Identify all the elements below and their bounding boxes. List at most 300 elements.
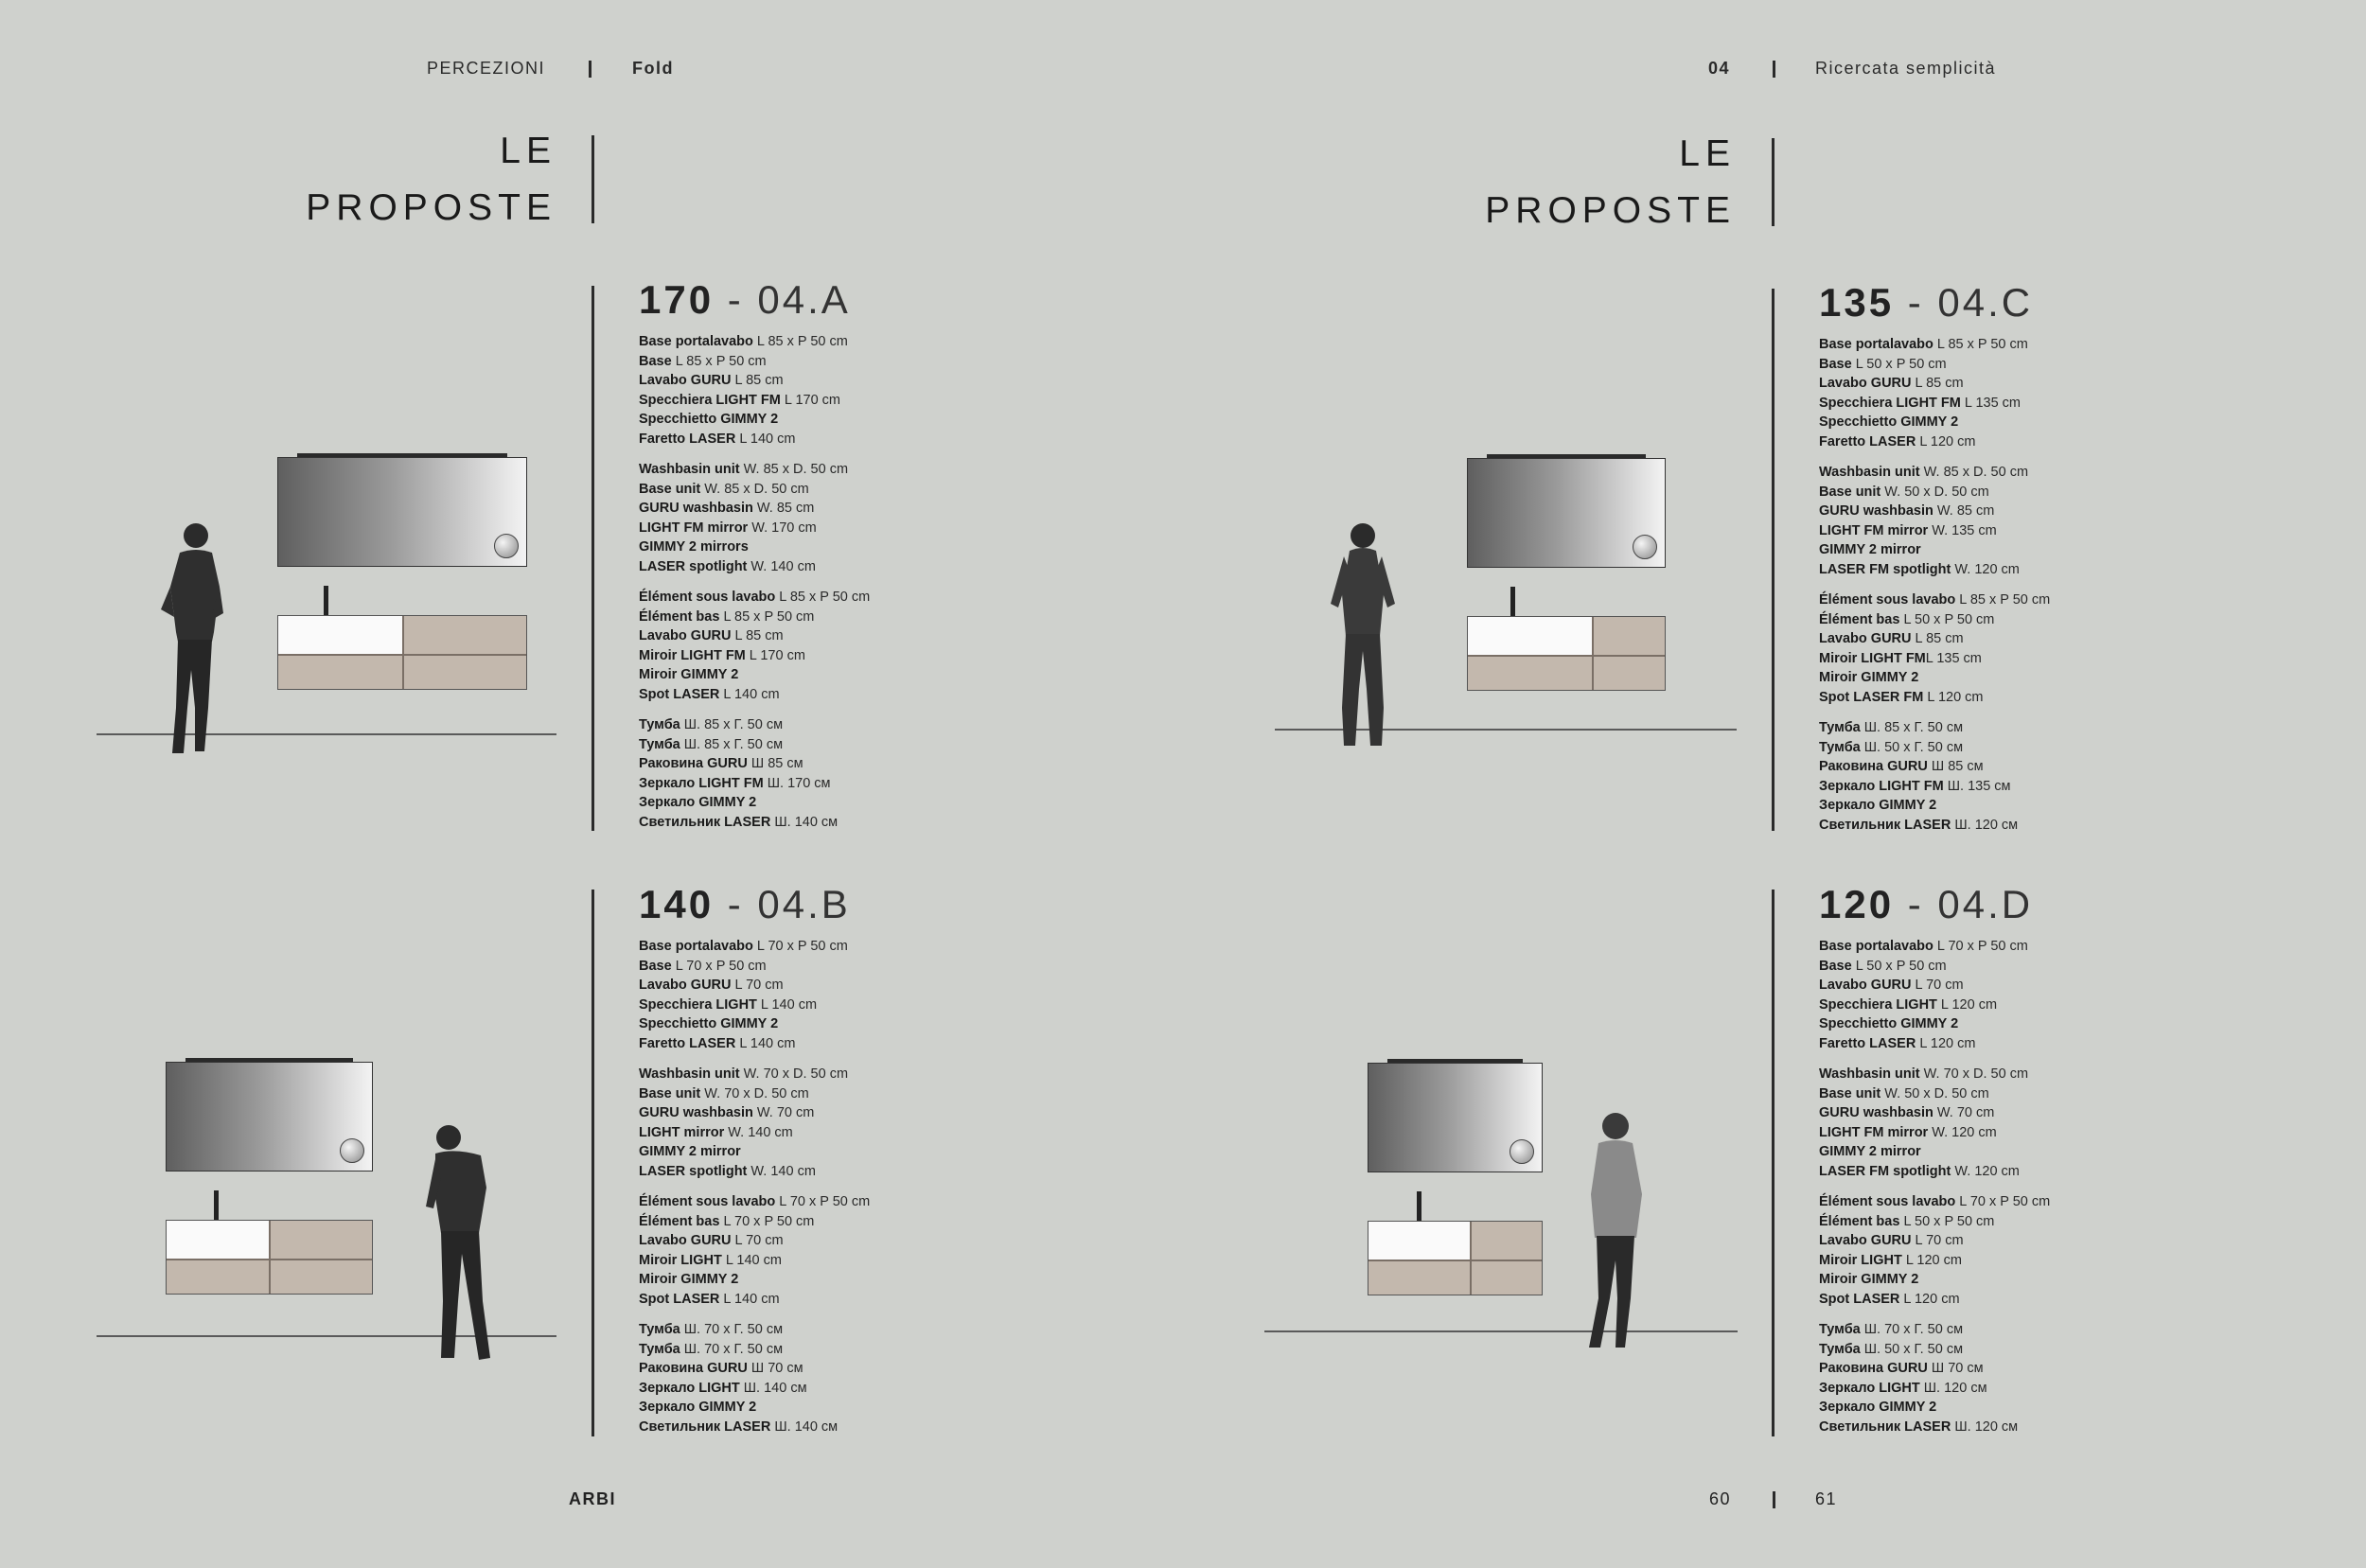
spec-line: [639, 937, 870, 957]
spec-line: [639, 410, 870, 430]
spec-item-name: Miroir LIGHT: [1819, 1252, 1902, 1268]
composition-width: 135: [1819, 280, 1895, 325]
composition-04d: [1819, 882, 2050, 1448]
round-mirror-illustration: [1510, 1139, 1534, 1164]
spec-list: [1819, 335, 2050, 835]
spec-item-dimensions: W. 70 x D. 50 cm: [1919, 1066, 2029, 1082]
spec-item-name: Base: [1819, 958, 1852, 974]
spec-item-dimensions: L 70 cm: [1911, 1233, 1964, 1248]
spotlight-bar: [1387, 1059, 1523, 1063]
spec-line: [1819, 463, 2050, 483]
page-title-line2: PROPOSTE: [1485, 190, 1736, 231]
round-mirror-illustration: [494, 534, 519, 558]
spec-line: [1819, 335, 2050, 355]
page-title-line1: LE: [1679, 133, 1736, 174]
spec-item-name: LASER FM spotlight: [1819, 561, 1951, 577]
spec-item-dimensions: W. 170 cm: [748, 520, 817, 536]
spec-item-name: LIGHT mirror: [639, 1124, 725, 1140]
spec-line: [639, 1340, 870, 1360]
spec-item-dimensions: Ш. 50 x Г. 50 см: [1860, 739, 1964, 755]
spec-line: [639, 735, 870, 755]
spec-item-name: Зеркало GIMMY 2: [1819, 798, 1937, 813]
composition-heading: [639, 277, 870, 323]
spec-line: [639, 499, 870, 519]
spec-item-name: Miroir GIMMY 2: [1819, 670, 1919, 685]
spec-item-dimensions: L 70 x P 50 cm: [671, 958, 767, 974]
spec-line: [639, 1379, 870, 1399]
spec-item-name: Miroir LIGHT FM: [1819, 650, 1926, 666]
spec-line: [639, 1123, 870, 1143]
spec-line: [1819, 521, 2050, 541]
spec-line: [1819, 394, 2050, 414]
spec-item-name: Base: [1819, 356, 1852, 372]
spec-line: [1819, 1142, 2050, 1162]
spec-item-name: GURU washbasin: [639, 1105, 753, 1120]
spec-item-dimensions: W. 85 cm: [752, 501, 815, 516]
spec-line: [639, 1162, 870, 1182]
spec-line: [639, 774, 870, 794]
spec-language-group: [1819, 718, 2050, 835]
spec-item-dimensions: Ш. 170 см: [763, 775, 831, 791]
spec-item-name: Base unit: [1819, 484, 1881, 500]
spec-item-name: Зеркало GIMMY 2: [639, 1400, 757, 1415]
spec-item-dimensions: L 135 cm: [1960, 395, 2022, 411]
spec-line: [1819, 1379, 2050, 1399]
spec-item-name: Base: [639, 958, 672, 974]
spec-line: [1819, 374, 2050, 394]
spec-line: [639, 1014, 870, 1034]
spec-item-dimensions: Ш. 70 x Г. 50 см: [680, 1322, 784, 1337]
spec-line: [639, 391, 870, 411]
spec-line: [1819, 1340, 2050, 1360]
spec-item-dimensions: L 85 cm: [731, 373, 784, 388]
spec-item-name: Lavabo GURU: [639, 1233, 732, 1248]
spec-language-group: [1819, 1065, 2050, 1181]
spec-item-dimensions: W. 120 cm: [1928, 1124, 1997, 1140]
spec-item-name: Lavabo GURU: [639, 373, 732, 388]
spec-line: [1819, 1212, 2050, 1232]
spec-item-name: Spot LASER: [1819, 1291, 1900, 1307]
spec-item-name: Base portalavabo: [639, 334, 753, 349]
spec-item-dimensions: Ш. 135 см: [1943, 778, 2011, 794]
spec-line: [639, 332, 870, 352]
washbasin-illustration: [1468, 617, 1593, 656]
spec-item-dimensions: Ш. 120 см: [1951, 1418, 2019, 1435]
spec-language-group: [1819, 937, 2050, 1053]
spec-line: [1819, 777, 2050, 797]
spec-line: [1819, 502, 2050, 521]
spec-item-name: Élément sous lavabo: [1819, 592, 1956, 608]
page-title-line1: LE: [500, 131, 556, 171]
spec-item-dimensions: Ш. 120 см: [1919, 1380, 1987, 1396]
spec-item-name: LIGHT FM mirror: [639, 520, 749, 536]
spec-line: [1819, 957, 2050, 977]
spec-line: [1819, 1231, 2050, 1251]
spec-item-dimensions: L 170 cm: [745, 647, 805, 663]
spec-line: [1819, 1192, 2050, 1212]
spec-item-name: Faretto LASER: [639, 431, 736, 447]
spec-line: [1819, 432, 2050, 452]
spec-bar-04d: [1772, 890, 1774, 1436]
spec-item-name: Élément sous lavabo: [639, 1194, 776, 1209]
spec-item-name: LIGHT FM mirror: [1819, 1124, 1929, 1140]
spec-item-dimensions: L 50 x P 50 cm: [1899, 1213, 1995, 1229]
composition-heading: [639, 882, 870, 927]
standing-woman-illustration: [1315, 519, 1410, 755]
spec-item-name: Specchiera LIGHT: [639, 996, 757, 1013]
spec-item-name: Miroir GIMMY 2: [1819, 1272, 1919, 1287]
spec-item-name: Specchiera LIGHT FM: [1819, 395, 1961, 411]
spec-item-dimensions: Ш. 85 x Г. 50 см: [680, 717, 784, 732]
spec-item-name: Светильник LASER: [1819, 817, 1951, 833]
spec-line: [639, 646, 870, 666]
faucet-illustration: [214, 1190, 219, 1221]
spec-item-name: Base unit: [639, 1085, 701, 1101]
spec-line: [639, 1270, 870, 1290]
spec-line: [639, 588, 870, 608]
spec-item-dimensions: L 140 cm: [735, 1035, 796, 1051]
spec-line: [639, 957, 870, 977]
spec-language-group: [639, 937, 870, 1053]
spec-item-name: Раковина GURU: [1819, 1361, 1928, 1376]
spec-language-group: [1819, 590, 2050, 707]
spec-line: [1819, 413, 2050, 432]
spec-line: [1819, 649, 2050, 669]
spec-item-dimensions: Ш. 85 x Г. 50 см: [680, 736, 784, 752]
spec-item-dimensions: L 70 cm: [731, 1233, 784, 1248]
footer-page-right: 61: [1815, 1489, 1838, 1508]
spec-item-dimensions: Ш. 50 x Г. 50 см: [1860, 1341, 1964, 1357]
spec-line: [1819, 738, 2050, 758]
standing-man-illustration: [416, 1121, 511, 1367]
spec-line: [639, 480, 870, 500]
spec-item-name: Specchietto GIMMY 2: [1819, 1016, 1959, 1031]
spec-item-name: Lavabo GURU: [1819, 1233, 1912, 1248]
spec-item-name: Base unit: [1819, 1085, 1881, 1101]
spec-item-dimensions: W. 70 x D. 50 cm: [700, 1085, 809, 1101]
page-title-right: [1452, 126, 1736, 239]
spec-line: [1819, 796, 2050, 816]
spec-item-dimensions: W. 140 cm: [724, 1124, 793, 1140]
spec-item-dimensions: L 120 cm: [1901, 1252, 1962, 1268]
spec-item-dimensions: Ш. 70 x Г. 50 см: [680, 1341, 784, 1357]
cabinet-illustration: [1467, 616, 1666, 691]
spec-line: [639, 430, 870, 449]
spec-item-dimensions: W. 140 cm: [747, 558, 816, 574]
spec-item-name: Base unit: [639, 481, 701, 497]
spec-line: [639, 976, 870, 995]
spec-item-name: Faretto LASER: [1819, 1035, 1916, 1051]
spec-item-dimensions: L 85 x P 50 cm: [1955, 592, 2051, 608]
spec-item-dimensions: L 85 cm: [731, 628, 784, 643]
spec-item-name: Specchiera LIGHT FM: [639, 392, 781, 408]
spec-item-name: Élément sous lavabo: [1819, 1194, 1956, 1209]
spec-item-name: Тумба: [1819, 1341, 1861, 1357]
spec-item-dimensions: L 85 x P 50 cm: [671, 353, 767, 369]
spec-item-name: Specchietto GIMMY 2: [639, 412, 779, 427]
composition-width: 120: [1819, 882, 1895, 926]
spec-item-name: Раковина GURU: [639, 756, 748, 771]
mirror-illustration: [1368, 1063, 1543, 1172]
spec-item-dimensions: W. 85 cm: [1933, 503, 1995, 519]
spec-item-name: Miroir GIMMY 2: [639, 1272, 739, 1287]
spec-item-name: Élément bas: [1819, 1213, 1900, 1229]
spec-item-dimensions: Ш. 140 см: [739, 1380, 807, 1396]
faucet-illustration: [324, 586, 328, 616]
spec-item-name: Spot LASER: [639, 686, 720, 702]
spec-list: [1819, 937, 2050, 1436]
spec-item-name: Lavabo GURU: [639, 978, 732, 993]
spec-language-group: [639, 332, 870, 449]
spec-item-name: Тумба: [1819, 739, 1861, 755]
composition-width: 140: [639, 882, 715, 926]
spec-item-name: GIMMY 2 mirror: [1819, 1144, 1921, 1159]
title-bar-right: [1772, 138, 1774, 226]
spec-item-dimensions: W. 70 cm: [752, 1105, 815, 1120]
spec-item-dimensions: L 140 cm: [735, 431, 796, 447]
spec-item-name: Élément bas: [639, 608, 720, 625]
spec-item-name: Miroir LIGHT FM: [639, 647, 746, 663]
spec-line: [639, 557, 870, 577]
spec-item-dimensions: Ш 70 см: [1927, 1361, 1984, 1376]
spec-line: [639, 1212, 870, 1232]
spec-item-dimensions: Ш. 140 см: [770, 1418, 839, 1435]
spec-language-group: [1819, 335, 2050, 451]
spec-item-name: Base portalavabo: [639, 939, 753, 954]
spec-item-dimensions: L 50 x P 50 cm: [1899, 611, 1995, 627]
spec-line: [639, 1103, 870, 1123]
spec-item-name: Зеркало GIMMY 2: [639, 795, 757, 810]
spec-line: [1819, 540, 2050, 560]
composition-heading: [1819, 882, 2050, 927]
spec-line: [1819, 1034, 2050, 1054]
spec-line: [639, 793, 870, 813]
spec-line: [1819, 718, 2050, 738]
floor-line: [1264, 1330, 1738, 1332]
spec-line: [1819, 483, 2050, 502]
spec-item-name: Lavabo GURU: [639, 628, 732, 643]
spec-item-dimensions: W. 85 x D. 50 cm: [700, 481, 809, 497]
spec-line: [639, 685, 870, 705]
spec-item-name: Светильник LASER: [1819, 1418, 1951, 1435]
spec-item-dimensions: L 85 x P 50 cm: [775, 590, 871, 605]
spec-item-name: LASER FM spotlight: [1819, 1163, 1951, 1179]
page-title-line2: PROPOSTE: [306, 187, 556, 228]
spec-item-name: Зеркало GIMMY 2: [1819, 1400, 1937, 1415]
spec-item-name: Specchietto GIMMY 2: [1819, 414, 1959, 430]
spec-item-name: Élément sous lavabo: [639, 590, 776, 605]
spec-line: [639, 1084, 870, 1104]
header-chapter-title: Ricercata semplicità: [1815, 59, 1997, 78]
spec-item-dimensions: L 120 cm: [1916, 1035, 1976, 1051]
spec-item-dimensions: W. 50 x D. 50 cm: [1880, 484, 1989, 500]
spec-item-dimensions: L 85 cm: [1911, 631, 1964, 646]
spec-item-name: LIGHT FM mirror: [1819, 522, 1929, 538]
spec-line: [639, 1418, 870, 1437]
spec-item-dimensions: W. 70 cm: [1933, 1105, 1995, 1120]
spec-item-name: Тумба: [639, 736, 680, 752]
composition-code: 04.D: [1937, 882, 2034, 926]
spec-list: [639, 332, 870, 832]
spec-language-group: [639, 1320, 870, 1436]
header-collection-title: Fold: [632, 59, 674, 78]
header-divider-right: [1773, 61, 1775, 78]
spec-line: [1819, 1103, 2050, 1123]
spec-item-name: Lavabo GURU: [1819, 978, 1912, 993]
spec-line: [1819, 1320, 2050, 1340]
spec-line: [639, 1320, 870, 1340]
spec-item-name: Washbasin unit: [1819, 1066, 1920, 1082]
spec-line: [639, 626, 870, 646]
spec-item-dimensions: L 85 x P 50 cm: [1933, 337, 2028, 352]
spec-item-name: Тумба: [1819, 1322, 1861, 1337]
spec-item-name: GURU washbasin: [1819, 503, 1933, 519]
spec-item-dimensions: W. 135 cm: [1928, 522, 1997, 538]
spec-item-dimensions: Ш 85 см: [1927, 759, 1984, 774]
spec-line: [1819, 1123, 2050, 1143]
spec-item-name: Зеркало LIGHT: [1819, 1380, 1920, 1396]
spec-item-name: Светильник LASER: [639, 814, 771, 830]
spec-line: [639, 715, 870, 735]
spec-line: [639, 371, 870, 391]
round-mirror-illustration: [1633, 535, 1657, 559]
spec-item-name: Зеркало LIGHT FM: [1819, 778, 1944, 794]
spec-item-name: Washbasin unit: [639, 462, 740, 477]
spec-item-name: GURU washbasin: [1819, 1105, 1933, 1120]
composition-separator: -: [714, 277, 758, 322]
spec-item-name: GIMMY 2 mirror: [1819, 542, 1921, 557]
spotlight-bar: [297, 453, 507, 457]
spec-item-name: GIMMY 2 mirror: [639, 1144, 741, 1159]
composition-separator: -: [1894, 882, 1938, 926]
spec-line: [1819, 668, 2050, 688]
header-divider-left: [589, 61, 592, 78]
footer-divider: [1773, 1491, 1775, 1508]
spec-item-dimensions: L 135 cm: [1925, 650, 1982, 666]
spec-line: [1819, 688, 2050, 708]
cabinet-illustration: [277, 615, 527, 690]
title-bar-left: [592, 135, 594, 223]
header-chapter-number: 04: [1708, 59, 1731, 78]
spec-item-dimensions: L 120 cm: [1916, 433, 1976, 449]
spec-item-name: Тумба: [639, 1322, 680, 1337]
spec-line: [1819, 629, 2050, 649]
spec-line: [1819, 355, 2050, 375]
spec-item-dimensions: L 70 x P 50 cm: [1955, 1194, 2051, 1209]
spec-item-name: Тумба: [1819, 720, 1861, 735]
footer-page-left: 60: [1709, 1489, 1732, 1508]
spec-item-name: Светильник LASER: [639, 1418, 771, 1435]
composition-code: 04.A: [757, 277, 851, 322]
standing-woman-illustration: [1566, 1109, 1661, 1355]
spec-item-dimensions: L 170 cm: [780, 392, 841, 408]
washbasin-illustration: [167, 1221, 270, 1260]
spec-item-dimensions: L 85 x P 50 cm: [752, 334, 848, 349]
spec-line: [639, 1290, 870, 1310]
spec-item-name: GIMMY 2 mirrors: [639, 539, 749, 555]
spec-line: [1819, 816, 2050, 836]
spec-bar-04b: [592, 890, 594, 1436]
composition-separator: -: [1894, 280, 1938, 325]
composition-04a: [639, 277, 870, 843]
spec-item-name: Base portalavabo: [1819, 939, 1933, 954]
spec-item-dimensions: W. 120 cm: [1951, 1163, 2020, 1179]
spec-bar-04c: [1772, 289, 1774, 831]
spec-item-dimensions: L 120 cm: [1936, 996, 1998, 1013]
spec-language-group: [639, 1192, 870, 1309]
spec-line: [639, 460, 870, 480]
mirror-illustration: [1467, 458, 1666, 568]
spec-item-dimensions: L 140 cm: [721, 1252, 782, 1268]
mirror-illustration: [277, 457, 527, 567]
composition-code: 04.C: [1937, 280, 2034, 325]
spec-line: [1819, 610, 2050, 630]
header-section-label: PERCEZIONI: [427, 59, 546, 78]
spec-line: [1819, 995, 2050, 1015]
spec-line: [1819, 1162, 2050, 1182]
spec-line: [1819, 1251, 2050, 1271]
spec-line: [1819, 1065, 2050, 1084]
spec-line: [1819, 976, 2050, 995]
faucet-illustration: [1510, 587, 1515, 617]
spec-line: [1819, 1084, 2050, 1104]
spec-line: [1819, 1359, 2050, 1379]
spec-line: [1819, 1014, 2050, 1034]
spec-bar-04a: [592, 286, 594, 831]
spec-item-name: Élément bas: [639, 1213, 720, 1229]
spec-item-dimensions: L 140 cm: [719, 686, 780, 702]
spec-item-name: Washbasin unit: [639, 1066, 740, 1082]
spec-line: [639, 1398, 870, 1418]
spec-line: [1819, 1418, 2050, 1437]
spec-item-name: Faretto LASER: [1819, 433, 1916, 449]
spec-item-name: Раковина GURU: [1819, 759, 1928, 774]
spec-language-group: [639, 1065, 870, 1181]
cabinet-illustration: [166, 1220, 373, 1295]
spec-item-dimensions: L 50 x P 50 cm: [1851, 356, 1947, 372]
spec-item-name: LASER spotlight: [639, 1163, 748, 1179]
spec-line: [1819, 1290, 2050, 1310]
spec-item-dimensions: Ш. 120 см: [1951, 817, 2019, 833]
spec-line: [639, 352, 870, 372]
spec-item-dimensions: L 70 x P 50 cm: [1933, 939, 2028, 954]
spec-item-dimensions: W. 85 x D. 50 cm: [739, 462, 849, 477]
spec-language-group: [639, 460, 870, 576]
spec-item-dimensions: L 140 cm: [719, 1291, 780, 1307]
spec-language-group: [639, 715, 870, 832]
spec-item-dimensions: W. 50 x D. 50 cm: [1880, 1085, 1989, 1101]
spec-item-name: GURU washbasin: [639, 501, 753, 516]
composition-separator: -: [714, 882, 758, 926]
spec-item-dimensions: Ш. 70 x Г. 50 см: [1860, 1322, 1964, 1337]
spec-line: [639, 1359, 870, 1379]
spotlight-bar: [1487, 454, 1646, 458]
spec-item-name: Washbasin unit: [1819, 465, 1920, 480]
spec-item-dimensions: L 70 x P 50 cm: [719, 1213, 815, 1229]
spec-item-dimensions: W. 140 cm: [747, 1163, 816, 1179]
washbasin-illustration: [1368, 1222, 1471, 1260]
spec-line: [639, 813, 870, 833]
spec-item-name: Specchietto GIMMY 2: [639, 1016, 779, 1031]
spec-item-dimensions: Ш 70 см: [747, 1361, 803, 1376]
spec-language-group: [639, 588, 870, 704]
spec-item-dimensions: L 70 cm: [1911, 978, 1964, 993]
composition-04b: [639, 882, 870, 1448]
cabinet-illustration: [1368, 1221, 1543, 1295]
spec-item-dimensions: L 85 cm: [1911, 376, 1964, 391]
spec-line: [639, 995, 870, 1015]
spec-item-name: Spot LASER: [639, 1291, 720, 1307]
